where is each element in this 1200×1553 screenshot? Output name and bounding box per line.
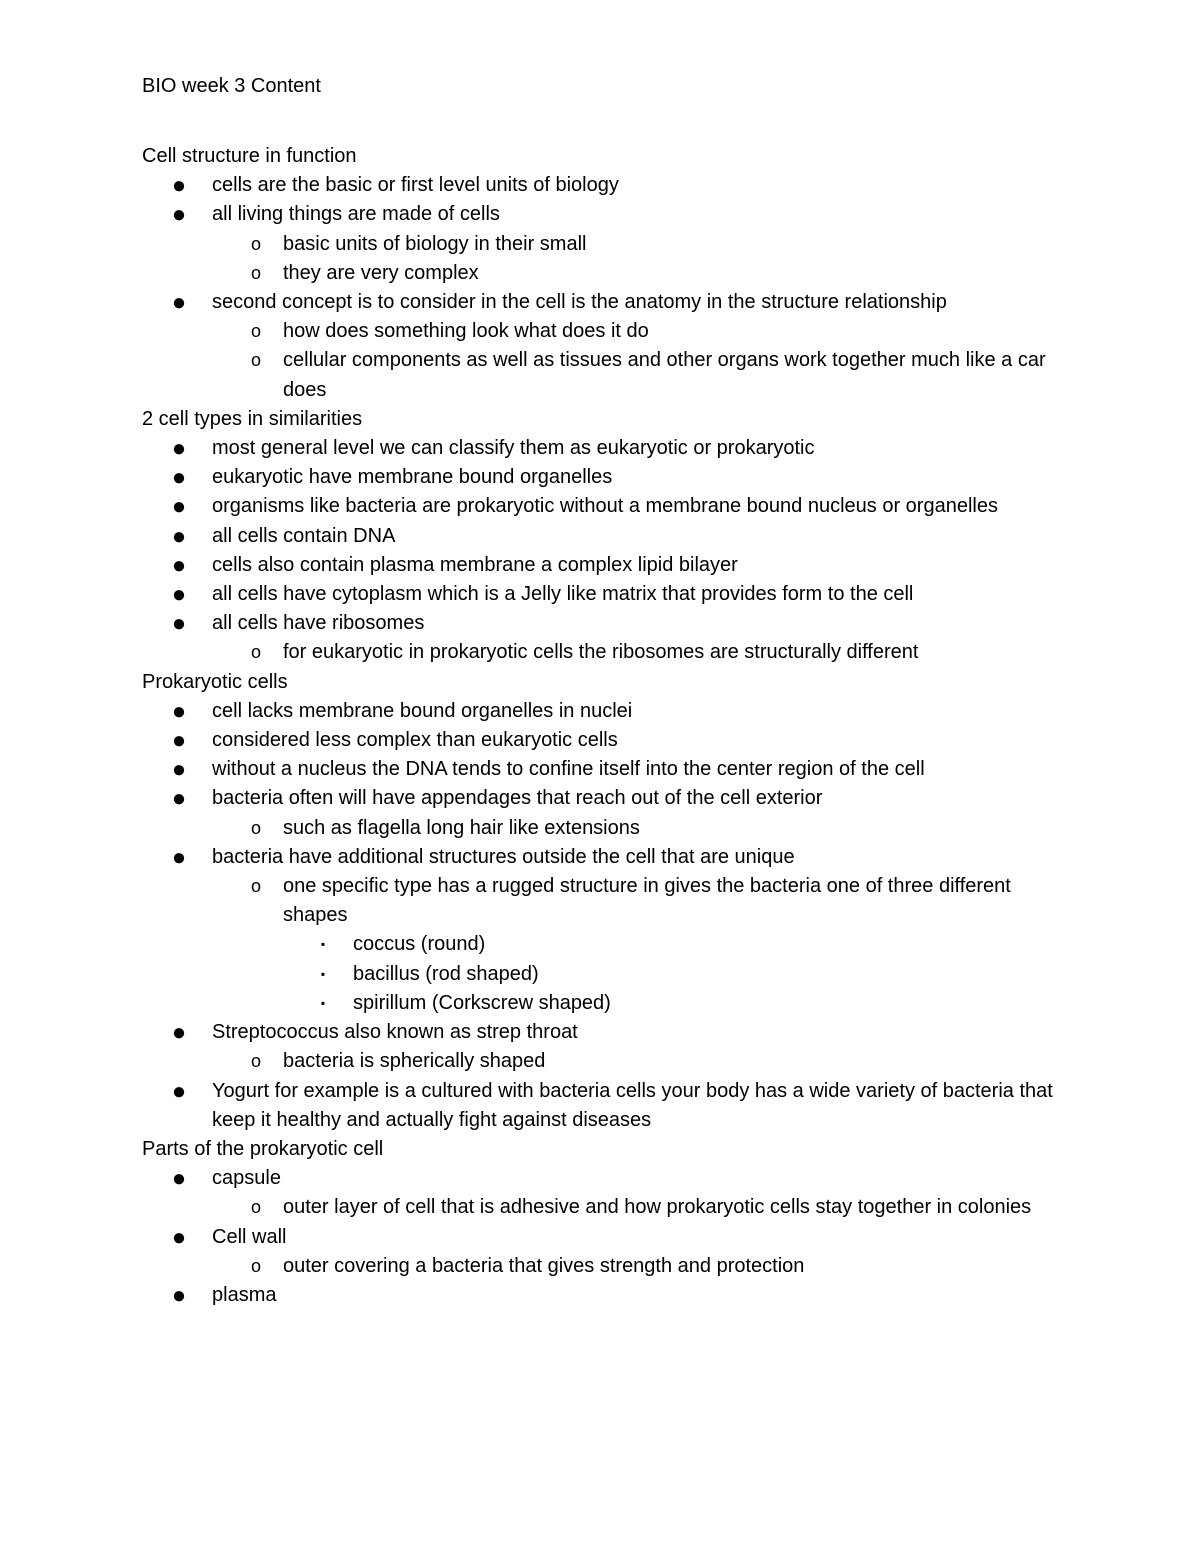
list-item-level-1 xyxy=(142,726,1062,755)
bullet-disc-icon: ● xyxy=(171,1077,187,1105)
list-item-text: they are very complex xyxy=(283,261,479,284)
list-item-text: considered less complex than eukaryotic cells xyxy=(212,729,618,752)
list-item-text: Cell wall xyxy=(212,1225,287,1248)
bullet-circle-icon: o xyxy=(250,233,261,254)
list-item-text: all cells have cytoplasm which is a Jelly like matrix that provides form to the cell xyxy=(212,583,914,606)
bullet-square-icon: ▪ xyxy=(320,966,326,981)
list-item-level-2 xyxy=(142,317,1062,346)
bullet-disc-icon: ● xyxy=(171,493,187,521)
list-item-text: one specific type has a rugged structure in gives the bacteria one of three different shapes xyxy=(283,875,1011,927)
list-item-text: Yogurt for example is a cultured with bacteria cells your body has a wide variety of bacteria that keep it healthy and actually fight against diseases xyxy=(212,1079,1053,1131)
bullet-disc-icon: ● xyxy=(171,727,187,755)
list-item-level-1 xyxy=(142,1281,1062,1310)
bullet-disc-icon: ● xyxy=(171,172,187,200)
list-item-level-1 xyxy=(142,492,1062,521)
list-item-level-2 xyxy=(142,1047,1062,1076)
list-item-text: such as flagella long hair like extensions xyxy=(283,816,640,839)
bullet-disc-icon: ● xyxy=(171,785,187,813)
bullet-disc-icon: ● xyxy=(171,464,187,492)
bullet-circle-icon: o xyxy=(250,642,261,663)
list-item-text: without a nucleus the DNA tends to confine itself into the center region of the cell xyxy=(212,758,925,781)
bullet-disc-icon: ● xyxy=(171,289,187,317)
list-item-text: spirillum (Corkscrew shaped) xyxy=(353,991,611,1014)
bullet-disc-icon: ● xyxy=(171,201,187,229)
list-item-text: plasma xyxy=(212,1283,277,1306)
bullet-disc-icon: ● xyxy=(171,1165,187,1193)
section-heading: Parts of the prokaryotic cell xyxy=(142,1137,384,1160)
list-item-text: cell lacks membrane bound organelles in nuclei xyxy=(212,699,633,722)
list-item-text: bacteria often will have appendages that reach out of the cell exterior xyxy=(212,787,823,810)
bullet-disc-icon: ● xyxy=(171,581,187,609)
bullet-circle-icon: o xyxy=(250,817,261,838)
bullet-disc-icon: ● xyxy=(171,522,187,550)
document-title: BIO week 3 Content xyxy=(142,75,321,97)
bullet-disc-icon: ● xyxy=(171,1223,187,1251)
list-item-text: bacteria have additional structures outside the cell that are unique xyxy=(212,845,795,868)
list-item-level-3 xyxy=(142,989,1062,1018)
list-item-text: how does something look what does it do xyxy=(283,320,649,343)
list-item-text: bacteria is spherically shaped xyxy=(283,1050,546,1073)
list-item-level-1 xyxy=(142,1018,1062,1047)
list-item-level-3 xyxy=(142,930,1062,959)
list-item-level-1 xyxy=(142,580,1062,609)
list-item-text: Streptococcus also known as strep throat xyxy=(212,1021,578,1044)
document-body xyxy=(142,142,1062,1310)
list-item-level-2 xyxy=(142,1193,1062,1222)
list-item-level-1 xyxy=(142,755,1062,784)
bullet-disc-icon: ● xyxy=(171,551,187,579)
list-item-level-1 xyxy=(142,1164,1062,1193)
list-item-text: cells also contain plasma membrane a complex lipid bilayer xyxy=(212,553,738,576)
list-item-level-1 xyxy=(142,463,1062,492)
list-item-level-2 xyxy=(142,259,1062,288)
bullet-circle-icon: o xyxy=(250,1197,261,1218)
list-item-level-1 xyxy=(142,200,1062,229)
list-item-level-1 xyxy=(142,784,1062,813)
list-item-text: basic units of biology in their small xyxy=(283,232,587,255)
list-item-level-2 xyxy=(142,814,1062,843)
list-item-level-1 xyxy=(142,843,1062,872)
list-item-level-2 xyxy=(142,872,1062,930)
list-item-text: bacillus (rod shaped) xyxy=(353,962,539,985)
list-item-level-2 xyxy=(142,1252,1062,1281)
bullet-circle-icon: o xyxy=(250,321,261,342)
bullet-disc-icon: ● xyxy=(171,1281,187,1309)
bullet-disc-icon: ● xyxy=(171,435,187,463)
list-item-level-3 xyxy=(142,960,1062,989)
bullet-disc-icon: ● xyxy=(171,610,187,638)
list-item-level-1 xyxy=(142,434,1062,463)
list-item-text: outer covering a bacteria that gives strength and protection xyxy=(283,1254,805,1277)
list-item-text: all living things are made of cells xyxy=(212,203,500,226)
list-item-level-1 xyxy=(142,1223,1062,1252)
list-item-level-1 xyxy=(142,609,1062,638)
bullet-circle-icon: o xyxy=(250,262,261,283)
list-item-text: eukaryotic have membrane bound organelles xyxy=(212,466,613,489)
list-item-text: outer layer of cell that is adhesive and how prokaryotic cells stay together in colonies xyxy=(283,1196,1032,1219)
list-item-text: coccus (round) xyxy=(353,933,486,956)
list-item-level-1 xyxy=(142,522,1062,551)
bullet-disc-icon: ● xyxy=(171,697,187,725)
list-item-text: cellular components as well as tissues and other organs work together much like a car does xyxy=(283,349,1046,401)
list-item-level-1 xyxy=(142,1077,1062,1135)
list-item-level-1 xyxy=(142,551,1062,580)
section-heading: 2 cell types in similarities xyxy=(142,407,363,430)
bullet-disc-icon: ● xyxy=(171,843,187,871)
list-item-text: most general level we can classify them as eukaryotic or prokaryotic xyxy=(212,437,815,460)
list-item-level-1 xyxy=(142,288,1062,317)
list-item-level-1 xyxy=(142,171,1062,200)
list-item-text: cells are the basic or first level units of biology xyxy=(212,174,619,197)
list-item-level-2 xyxy=(142,346,1062,404)
bullet-circle-icon: o xyxy=(250,350,261,371)
list-item-text: all cells contain DNA xyxy=(212,524,396,547)
bullet-circle-icon: o xyxy=(250,876,261,897)
bullet-square-icon: ▪ xyxy=(320,995,326,1010)
bullet-square-icon: ▪ xyxy=(320,937,326,952)
list-item-text: for eukaryotic in prokaryotic cells the ribosomes are structurally different xyxy=(283,641,919,664)
list-item-level-2 xyxy=(142,230,1062,259)
list-item-text: organisms like bacteria are prokaryotic without a membrane bound nucleus or organelles xyxy=(212,495,998,518)
section-heading: Prokaryotic cells xyxy=(142,670,288,693)
bullet-disc-icon: ● xyxy=(171,756,187,784)
list-item-text: second concept is to consider in the cell is the anatomy in the structure relationship xyxy=(212,291,947,314)
list-item-text: all cells have ribosomes xyxy=(212,612,425,635)
list-item-level-1 xyxy=(142,697,1062,726)
bullet-circle-icon: o xyxy=(250,1051,261,1072)
list-item-text: capsule xyxy=(212,1167,281,1190)
bullet-circle-icon: o xyxy=(250,1255,261,1276)
bullet-disc-icon: ● xyxy=(171,1019,187,1047)
list-item-level-2 xyxy=(142,638,1062,667)
section-heading: Cell structure in function xyxy=(142,145,357,167)
